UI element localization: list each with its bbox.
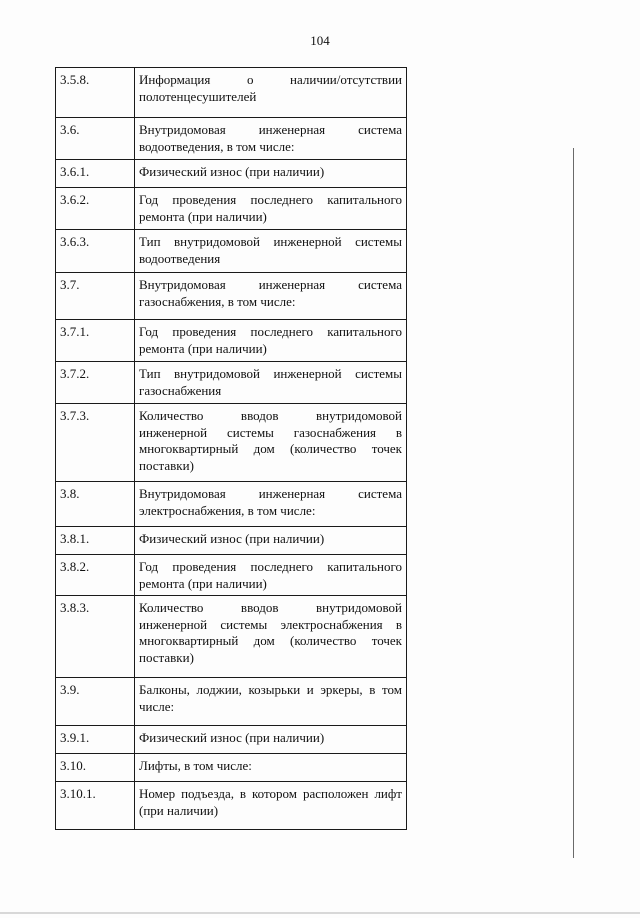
row-description: Количество вводов внутридомовой инженерной системы газоснабжения в многоквартирный дом (количество точек поставки) bbox=[135, 404, 407, 482]
row-description: Количество вводов внутридомовой инженерной системы электроснабжения в многоквартирный дом (количество точек поставки) bbox=[135, 596, 407, 678]
row-number: 3.5.8. bbox=[56, 68, 135, 118]
row-description: Физический износ (при наличии) bbox=[135, 726, 407, 754]
row-number: 3.8. bbox=[56, 482, 135, 527]
row-description: Внутридомовая инженерная система водоотведения, в том числе: bbox=[135, 118, 407, 160]
table-row bbox=[56, 160, 407, 188]
scan-edge-line bbox=[573, 148, 574, 858]
row-number: 3.8.2. bbox=[56, 555, 135, 596]
row-description: Информация о наличии/отсутствии полотенцесушителей bbox=[135, 68, 407, 118]
row-description: Балконы, лоджии, козырьки и эркеры, в том числе: bbox=[135, 678, 407, 726]
records-table bbox=[55, 67, 407, 830]
row-description: Тип внутридомовой инженерной системы водоотведения bbox=[135, 230, 407, 273]
row-number: 3.6.3. bbox=[56, 230, 135, 273]
table-row bbox=[56, 118, 407, 160]
table-row bbox=[56, 527, 407, 555]
table-row bbox=[56, 404, 407, 482]
row-number: 3.7. bbox=[56, 273, 135, 320]
row-number: 3.7.3. bbox=[56, 404, 135, 482]
table-row bbox=[56, 230, 407, 273]
row-number: 3.10. bbox=[56, 754, 135, 782]
table-row bbox=[56, 596, 407, 678]
table-row bbox=[56, 362, 407, 404]
table-row bbox=[56, 782, 407, 830]
row-number: 3.9.1. bbox=[56, 726, 135, 754]
table-row bbox=[56, 754, 407, 782]
row-description: Лифты, в том числе: bbox=[135, 754, 407, 782]
row-description: Тип внутридомовой инженерной системы газоснабжения bbox=[135, 362, 407, 404]
row-description: Год проведения последнего капитального ремонта (при наличии) bbox=[135, 320, 407, 362]
row-description: Физический износ (при наличии) bbox=[135, 160, 407, 188]
table-row bbox=[56, 555, 407, 596]
scan-bottom-edge bbox=[0, 912, 640, 914]
table-row bbox=[56, 726, 407, 754]
row-number: 3.8.3. bbox=[56, 596, 135, 678]
table-row bbox=[56, 482, 407, 527]
table-row bbox=[56, 678, 407, 726]
table-row bbox=[56, 320, 407, 362]
row-number: 3.10.1. bbox=[56, 782, 135, 830]
row-description: Внутридомовая инженерная система газоснабжения, в том числе: bbox=[135, 273, 407, 320]
page-number: 104 bbox=[310, 33, 330, 48]
row-number: 3.8.1. bbox=[56, 527, 135, 555]
row-description: Год проведения последнего капитального ремонта (при наличии) bbox=[135, 555, 407, 596]
row-number: 3.9. bbox=[56, 678, 135, 726]
row-description: Внутридомовая инженерная система электроснабжения, в том числе: bbox=[135, 482, 407, 527]
row-description: Номер подъезда, в котором расположен лифт (при наличии) bbox=[135, 782, 407, 830]
table-row bbox=[56, 273, 407, 320]
row-number: 3.6.1. bbox=[56, 160, 135, 188]
row-number: 3.7.2. bbox=[56, 362, 135, 404]
row-description: Физический износ (при наличии) bbox=[135, 527, 407, 555]
records-table-body bbox=[56, 68, 407, 830]
row-number: 3.7.1. bbox=[56, 320, 135, 362]
row-description: Год проведения последнего капитального ремонта (при наличии) bbox=[135, 188, 407, 230]
table-row bbox=[56, 68, 407, 118]
row-number: 3.6. bbox=[56, 118, 135, 160]
table-row bbox=[56, 188, 407, 230]
row-number: 3.6.2. bbox=[56, 188, 135, 230]
